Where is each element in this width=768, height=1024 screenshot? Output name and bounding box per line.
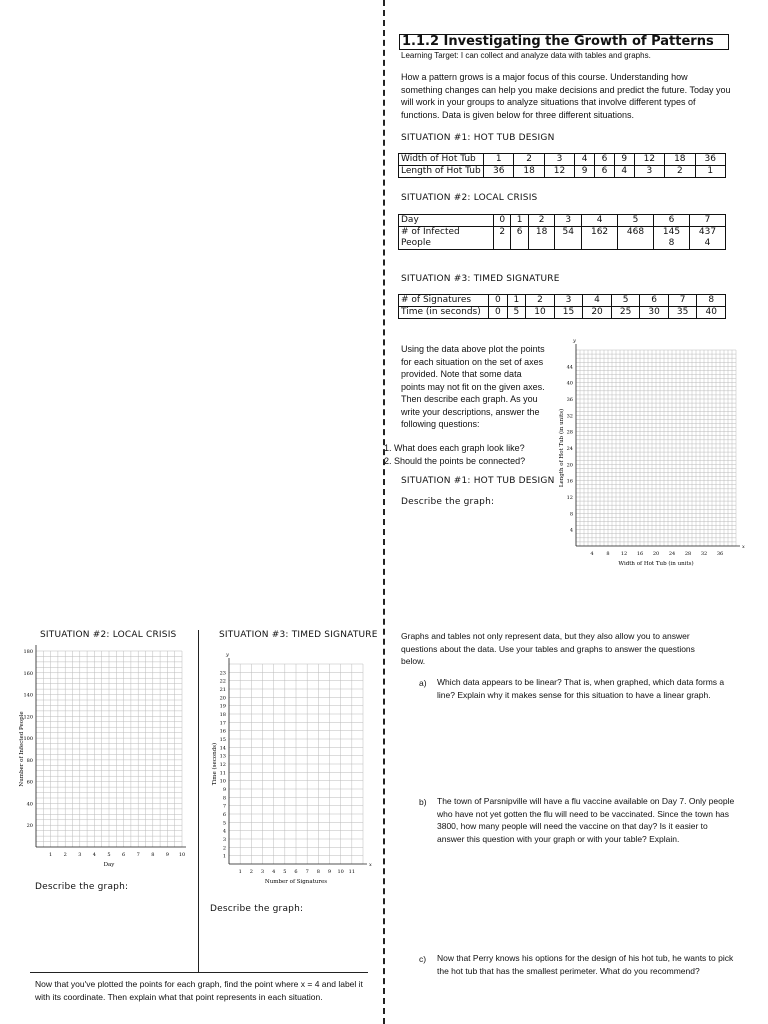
table-cell: 20 — [583, 307, 612, 319]
y-tick-label: 17 — [219, 720, 226, 727]
row-label: Time (in seconds) — [399, 307, 489, 319]
y-tick-label: 9 — [222, 787, 226, 793]
intro-paragraph: How a pattern grows is a major focus of this course. Understanding how something changes can help you make decisions and predict the future. Today you will work in your groups to analyze situations that involve different types of functions. Data is given below for three different situations. — [401, 72, 731, 120]
divider-vertical — [198, 630, 199, 972]
table-cell: 25 — [611, 307, 640, 319]
table-row — [399, 295, 726, 307]
y-tick-label: 160 — [23, 670, 33, 677]
x-tick-label: 5 — [107, 852, 111, 858]
row-label: Length of Hot Tub — [399, 166, 484, 178]
y-tick-label: 8 — [569, 511, 573, 518]
y-tick-label: 140 — [23, 692, 33, 699]
table-cell: 2 — [665, 166, 695, 178]
table-cell: 18 — [665, 154, 695, 166]
row-label: # of Signatures — [399, 295, 489, 307]
table-cell: 6 — [654, 215, 690, 227]
y-tick-label: 7 — [222, 803, 226, 810]
table-cell: 9 — [575, 166, 595, 178]
y-tick-label: 20 — [219, 695, 226, 702]
x-tick-label: 28 — [684, 551, 692, 557]
table-cell: 6 — [511, 227, 528, 250]
y-tick-label: 36 — [566, 397, 573, 403]
table-cell: 4 — [575, 154, 595, 166]
table-row — [399, 166, 726, 178]
table-cell: 4 — [583, 295, 612, 307]
graph2-axes — [10, 645, 190, 867]
x-tick-label: 4 — [272, 869, 276, 875]
table-cell: 6 — [595, 166, 615, 178]
question-c-letter: c) — [419, 954, 427, 964]
table-cell: 437 4 — [689, 227, 725, 250]
y-tick-label: 5 — [222, 820, 226, 827]
table-row — [399, 307, 726, 319]
x-tick-label: 2 — [63, 852, 67, 858]
y-tick-label: 19 — [219, 703, 226, 710]
y-tick-label: 100 — [23, 736, 33, 743]
table-cell: 145 8 — [654, 227, 690, 250]
situation2-heading: SITUATION #2: LOCAL CRISIS — [401, 193, 538, 203]
y-tick-label: 15 — [219, 737, 226, 743]
y-tick-label: 20 — [566, 462, 573, 469]
x-tick-label: 3 — [78, 852, 82, 858]
y-tick-label: 8 — [222, 795, 226, 802]
x-tick-label: 36 — [716, 551, 724, 557]
x-tick-label: 5 — [283, 869, 287, 875]
table-cell: 54 — [555, 227, 582, 250]
situation1-table — [398, 153, 726, 178]
y-tick-label: 20 — [26, 823, 33, 830]
graph3-describe: Describe the graph: — [210, 904, 304, 914]
y-tick-label: 32 — [566, 413, 573, 420]
x-tick-label: 24 — [668, 551, 676, 557]
table-cell: 36 — [695, 154, 725, 166]
y-tick-label: 11 — [219, 770, 226, 777]
x-tick-label: 10 — [178, 852, 186, 858]
graph3-heading: SITUATION #3: TIMED SIGNATURE — [219, 630, 378, 640]
plot-questions — [384, 442, 554, 467]
table-cell: 5 — [611, 295, 640, 307]
graph1-axes — [552, 336, 745, 567]
y-tick-label: 23 — [219, 670, 226, 677]
table-cell: 3 — [634, 166, 664, 178]
table-cell: 3 — [544, 154, 574, 166]
x-tick-label: 8 — [151, 852, 155, 858]
table-cell: 1 — [695, 166, 725, 178]
table-cell: 30 — [640, 307, 669, 319]
table-cell: 4 — [614, 166, 634, 178]
y-tick-label: 18 — [219, 712, 226, 718]
y-tick-label: 40 — [566, 380, 573, 387]
table-cell: 2 — [526, 295, 555, 307]
x-tick-label: 4 — [92, 852, 96, 858]
x-axis-end-label: x — [369, 862, 372, 868]
x-tick-label: 6 — [294, 869, 298, 875]
row-label: Width of Hot Tub — [399, 154, 484, 166]
plot-question: 1. What does each graph look like? — [394, 442, 554, 455]
table-cell: 2 — [528, 215, 555, 227]
x-tick-label: 3 — [260, 869, 265, 875]
y-tick-label: 120 — [23, 714, 33, 721]
table-cell: 7 — [668, 295, 697, 307]
table-cell: 7 — [689, 215, 725, 227]
plot-instructions: Using the data above plot the points for each situation on the set of axes provided. Note that some data points may not fit on the given axes. Then describe each graph. As you write your descriptions, answer the following questions: — [401, 344, 545, 429]
x-tick-label: 1 — [49, 852, 53, 858]
graph2-heading: SITUATION #2: LOCAL CRISIS — [40, 630, 177, 640]
y-tick-label: 60 — [26, 779, 33, 786]
y-tick-label: 16 — [219, 728, 226, 735]
x-tick-label: 4 — [590, 551, 594, 557]
y-tick-label: 40 — [26, 801, 33, 808]
point-task: Now that you've plotted the points for each graph, find the point where x = 4 and label it with its coordinate. Then explain what that point represents in each situation. — [35, 979, 363, 1002]
x-tick-label: 8 — [316, 869, 320, 875]
y-tick-label: 14 — [219, 745, 226, 752]
table-cell: 12 — [634, 154, 664, 166]
table-cell: 9 — [614, 154, 634, 166]
y-tick-label: 2 — [222, 845, 226, 852]
fold-line-vertical — [383, 0, 385, 1024]
table-cell: 3 — [554, 295, 583, 307]
x-axis-label: Width of Hot Tub (in units) — [618, 561, 694, 567]
table-row — [399, 227, 726, 250]
y-axis-label: Length of Hot Tub (in units) — [559, 408, 565, 488]
table-cell: 35 — [668, 307, 697, 319]
y-tick-label: 6 — [222, 812, 226, 818]
table-row — [399, 154, 726, 166]
y-tick-label: 4 — [569, 527, 573, 534]
y-axis-label: Time (seconds) — [212, 742, 218, 786]
table-cell: 3 — [555, 215, 582, 227]
x-tick-label: 9 — [165, 852, 169, 858]
x-tick-label: 32 — [700, 551, 708, 557]
divider-horizontal — [30, 972, 368, 973]
table-cell: 1 — [507, 295, 526, 307]
row-label: Day — [399, 215, 494, 227]
row-label: # of Infected People — [399, 227, 494, 250]
table-cell: 6 — [595, 154, 615, 166]
table-cell: 162 — [582, 227, 618, 250]
y-tick-label: 24 — [566, 446, 573, 452]
y-tick-label: 10 — [219, 778, 226, 785]
table-cell: 36 — [484, 166, 514, 178]
table-cell: 4 — [582, 215, 618, 227]
graph2-describe: Describe the graph: — [35, 882, 129, 892]
y-tick-label: 180 — [23, 649, 33, 655]
table-cell: 2 — [494, 227, 511, 250]
y-axis-label: Number of Infected People — [19, 711, 25, 787]
x-tick-label: 11 — [348, 869, 356, 875]
table-cell: 0 — [494, 215, 511, 227]
y-tick-label: 28 — [566, 429, 573, 436]
graph3-axes — [203, 648, 373, 890]
learning-target: Learning Target: I can collect and analyze data with tables and graphs. — [401, 51, 651, 60]
situation1-heading: SITUATION #1: HOT TUB DESIGN — [401, 133, 555, 143]
y-tick-label: 12 — [566, 495, 573, 501]
y-axis-end-label: y — [226, 652, 229, 658]
table-cell: 40 — [697, 307, 726, 319]
question-c: Now that Perry knows his options for the design of his hot tub, he wants to pick the hot tub that has the smallest perimeter. What do you recommend? — [437, 953, 734, 976]
y-tick-label: 21 — [219, 687, 226, 693]
y-tick-label: 12 — [219, 762, 226, 768]
y-axis-end-label: y — [573, 338, 576, 344]
x-axis-end-label: x — [742, 544, 745, 550]
y-tick-label: 3 — [222, 837, 226, 843]
y-tick-label: 44 — [566, 364, 573, 371]
y-tick-label: 80 — [26, 757, 33, 764]
table-cell: 1 — [511, 215, 528, 227]
table-cell: 18 — [514, 166, 544, 178]
x-tick-label: 9 — [327, 869, 332, 875]
x-tick-label: 6 — [122, 852, 126, 858]
y-tick-label: 16 — [566, 478, 573, 485]
table-cell: 15 — [554, 307, 583, 319]
table-row — [399, 215, 726, 227]
x-tick-label: 16 — [636, 551, 644, 557]
table-cell: 6 — [640, 295, 669, 307]
situation3-heading: SITUATION #3: TIMED SIGNATURE — [401, 274, 560, 284]
question-a: Which data appears to be linear? That is, when graphed, which data forms a line? Explain why it makes sense for this situation to have a linear graph. — [437, 677, 725, 700]
x-tick-label: 8 — [606, 551, 610, 557]
table-cell: 18 — [528, 227, 555, 250]
y-tick-label: 4 — [222, 828, 226, 835]
situation2-table — [398, 214, 726, 250]
y-tick-label: 22 — [219, 678, 226, 685]
x-tick-label: 1 — [238, 869, 242, 875]
x-axis-label: Number of Signatures — [264, 879, 328, 885]
x-tick-label: 7 — [136, 852, 140, 858]
page-title: 1.1.2 Investigating the Growth of Patterns — [399, 34, 729, 50]
x-tick-label: 12 — [620, 551, 628, 557]
question-a-letter: a) — [419, 678, 427, 688]
table-cell: 2 — [514, 154, 544, 166]
x-tick-label: 7 — [305, 869, 309, 875]
graph1-describe: Describe the graph: — [401, 497, 495, 507]
questions-intro: Graphs and tables not only represent data, but they also allow you to answer questions about the data. Use your tables and graphs to answer the questions below. — [401, 631, 695, 666]
x-tick-label: 2 — [249, 869, 253, 875]
x-axis-label: Day — [103, 862, 115, 868]
table-cell: 0 — [489, 307, 508, 319]
x-tick-label: 10 — [337, 869, 344, 875]
table-cell: 12 — [544, 166, 574, 178]
plot-question: 2. Should the points be connected? — [394, 455, 554, 468]
table-cell: 10 — [526, 307, 555, 319]
question-b-letter: b) — [419, 797, 427, 807]
table-cell: 0 — [489, 295, 508, 307]
table-cell: 1 — [484, 154, 514, 166]
y-tick-label: 1 — [222, 853, 226, 860]
y-tick-label: 13 — [219, 753, 226, 760]
table-cell: 5 — [507, 307, 526, 319]
table-cell: 468 — [618, 227, 654, 250]
graph1-heading: SITUATION #1: HOT TUB DESIGN — [401, 476, 555, 486]
table-cell: 8 — [697, 295, 726, 307]
question-b: The town of Parsnipville will have a flu vaccine available on Day 7. Only people who have not yet gotten the flu will need to be vaccinated. Since the town has 3800, how many people will need the vaccine on that day? Is it easier to answer this question with your graph or with your table? Explain. — [437, 796, 735, 844]
situation3-table — [398, 294, 726, 319]
x-tick-label: 20 — [652, 551, 660, 557]
table-cell: 5 — [618, 215, 654, 227]
